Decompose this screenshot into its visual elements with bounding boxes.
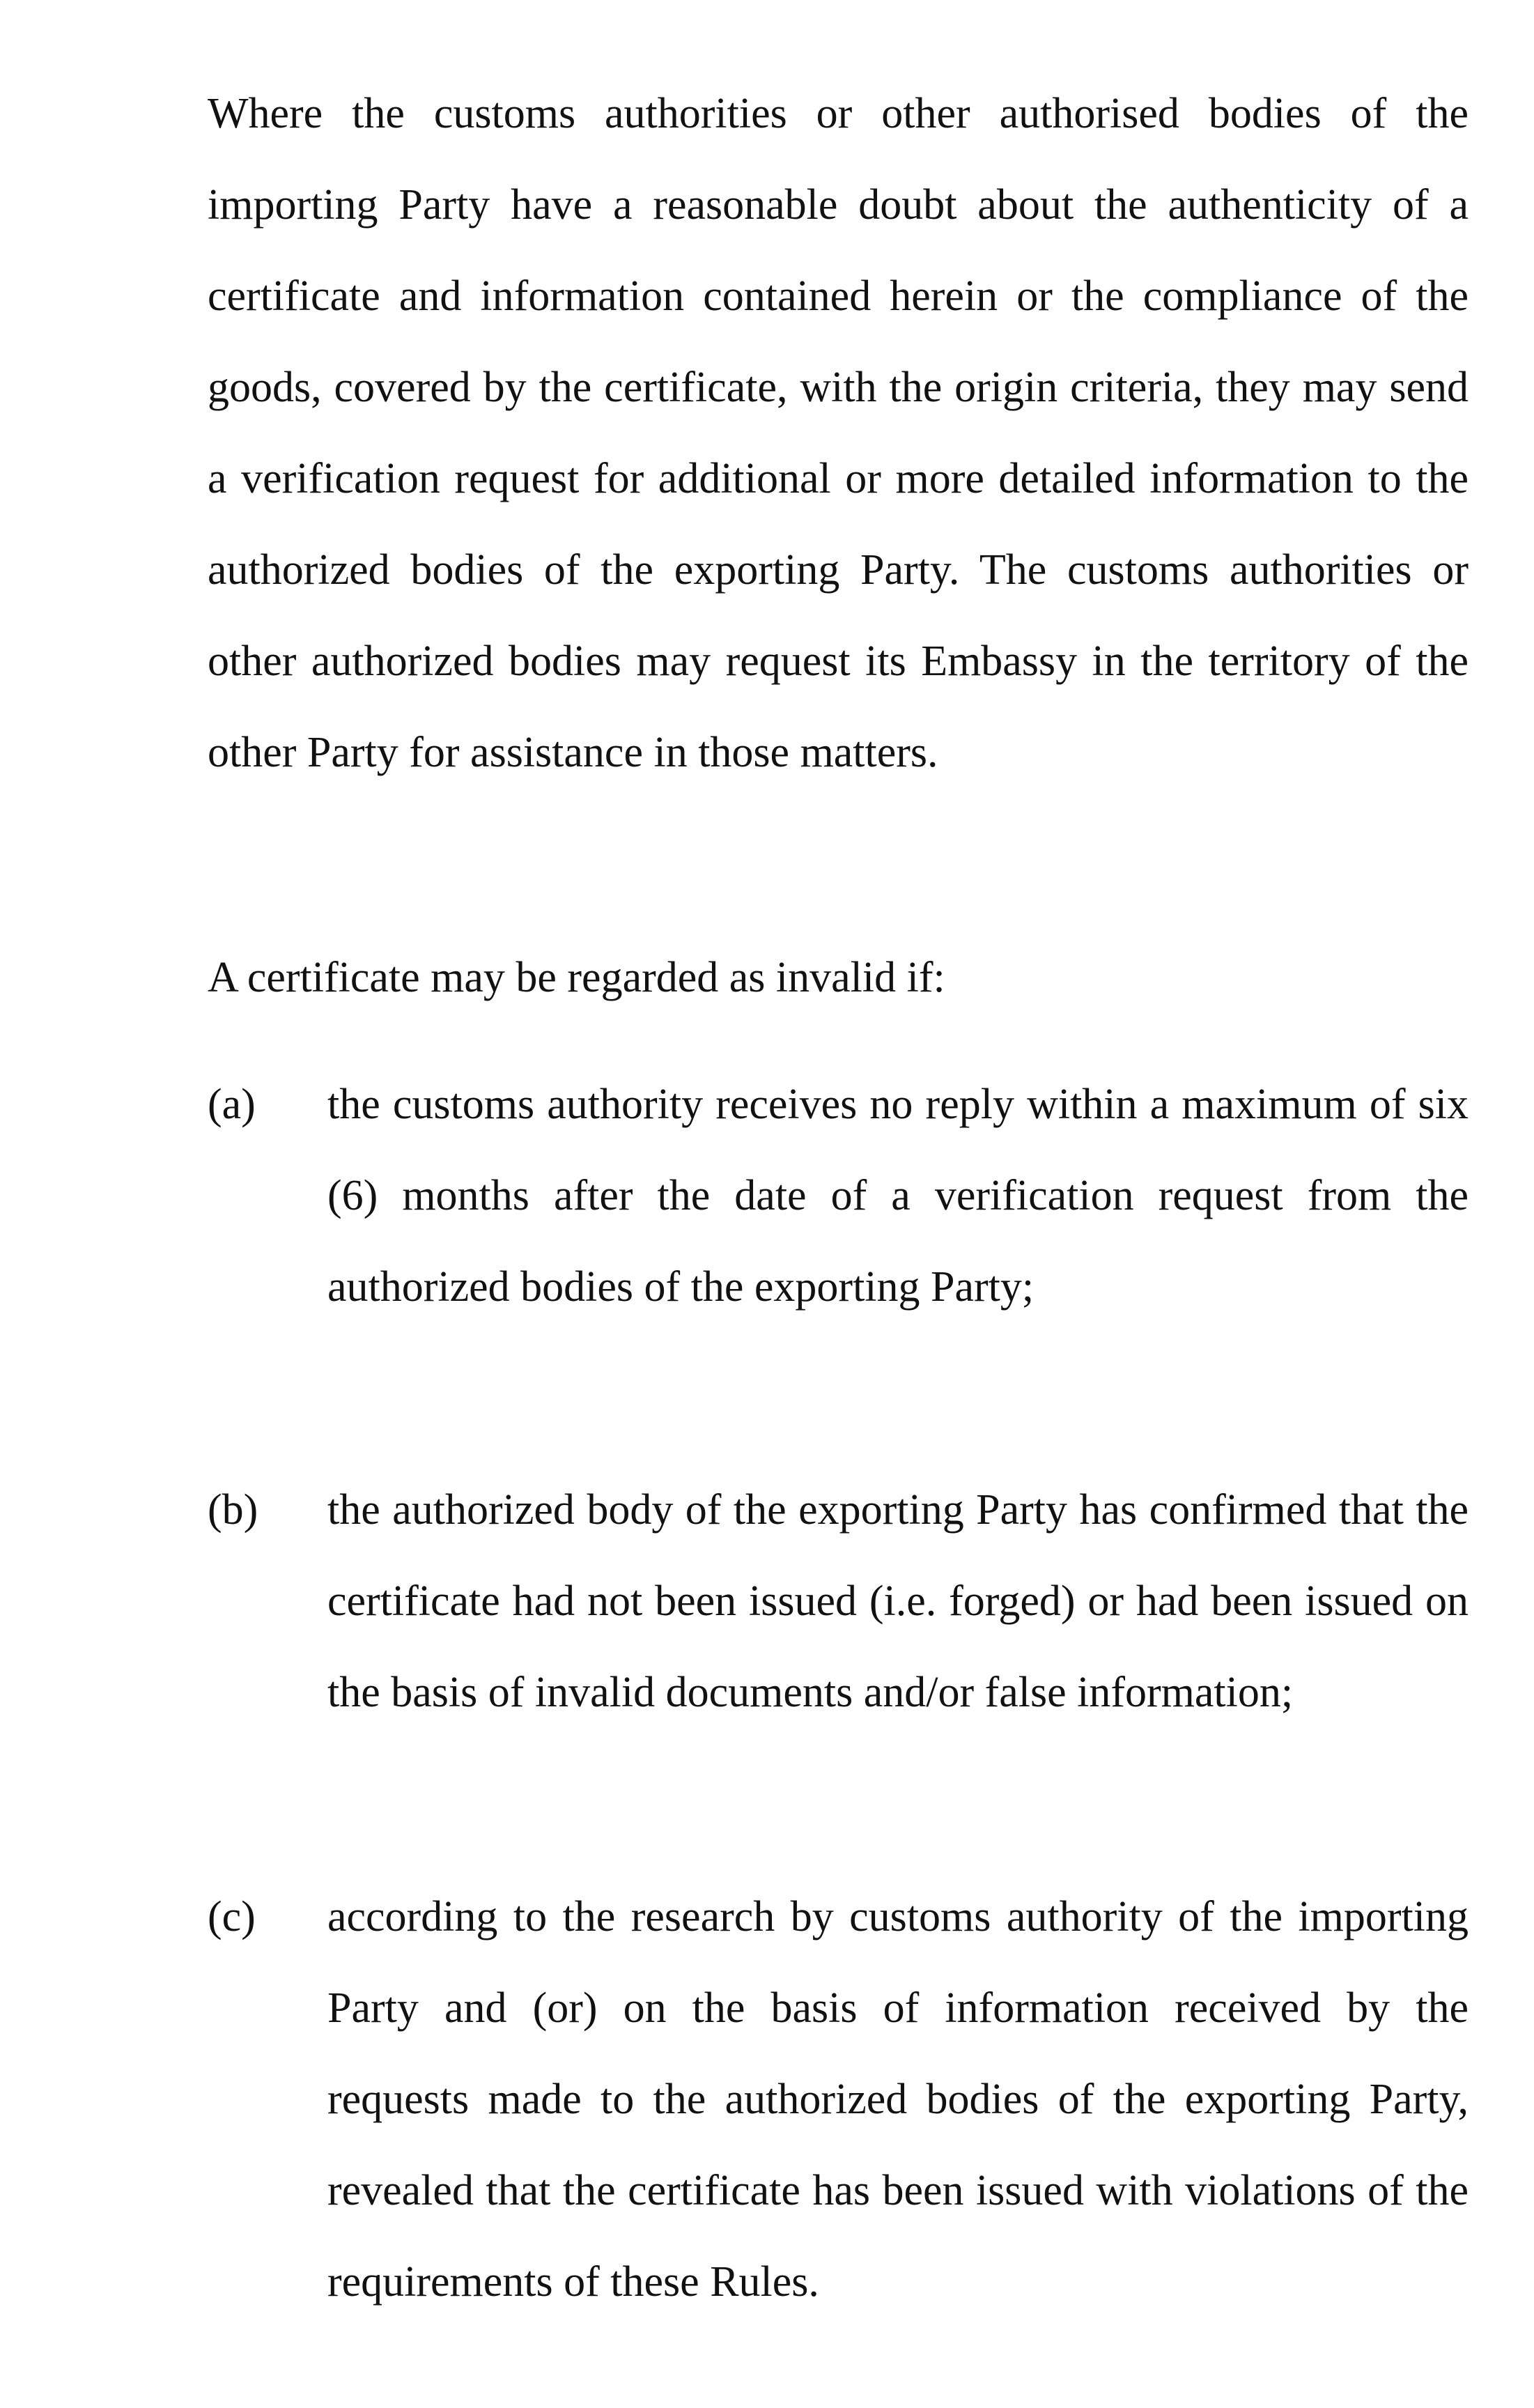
list-item-label: (b) [208, 1486, 258, 1534]
list-item-text: according to the research by customs authority of the importing Party and (or) on the basis of information received by the requests made to the authorized bodies of the exporting Party, revealed that the certificate has been issued with violations of the requirements of these Rules. [327, 1893, 1469, 2306]
list-item-text: the authorized body of the exporting Party has confirmed that the certificate had not been issued (i.e. forged) or had been issued on the basis of invalid documents and/or false information; [327, 1486, 1469, 1716]
list-item-label: (c) [208, 1893, 256, 1940]
list-item-label: (a) [208, 1081, 256, 1128]
paragraph-invalid-certificate-intro: A certificate may be regarded as invalid if: [208, 954, 945, 1001]
paragraph-verification-request: Where the customs authorities or other authorised bodies of the importing Party have a reasonable doubt about the authenticity of a certificate and information contained herein or the compliance of the goods, covered by the certificate, with the origin criteria, they may send a verification request for additional or more detailed information to the authorized bodies of the exporting Party. The customs authorities or other authorized bodies may request its Embassy in the territory of the other Party for assistance in those matters. [208, 90, 1469, 776]
list-item-text: the customs authority receives no reply within a maximum of six (6) months after the date of a verification request from the authorized bodies of the exporting Party; [327, 1081, 1469, 1311]
